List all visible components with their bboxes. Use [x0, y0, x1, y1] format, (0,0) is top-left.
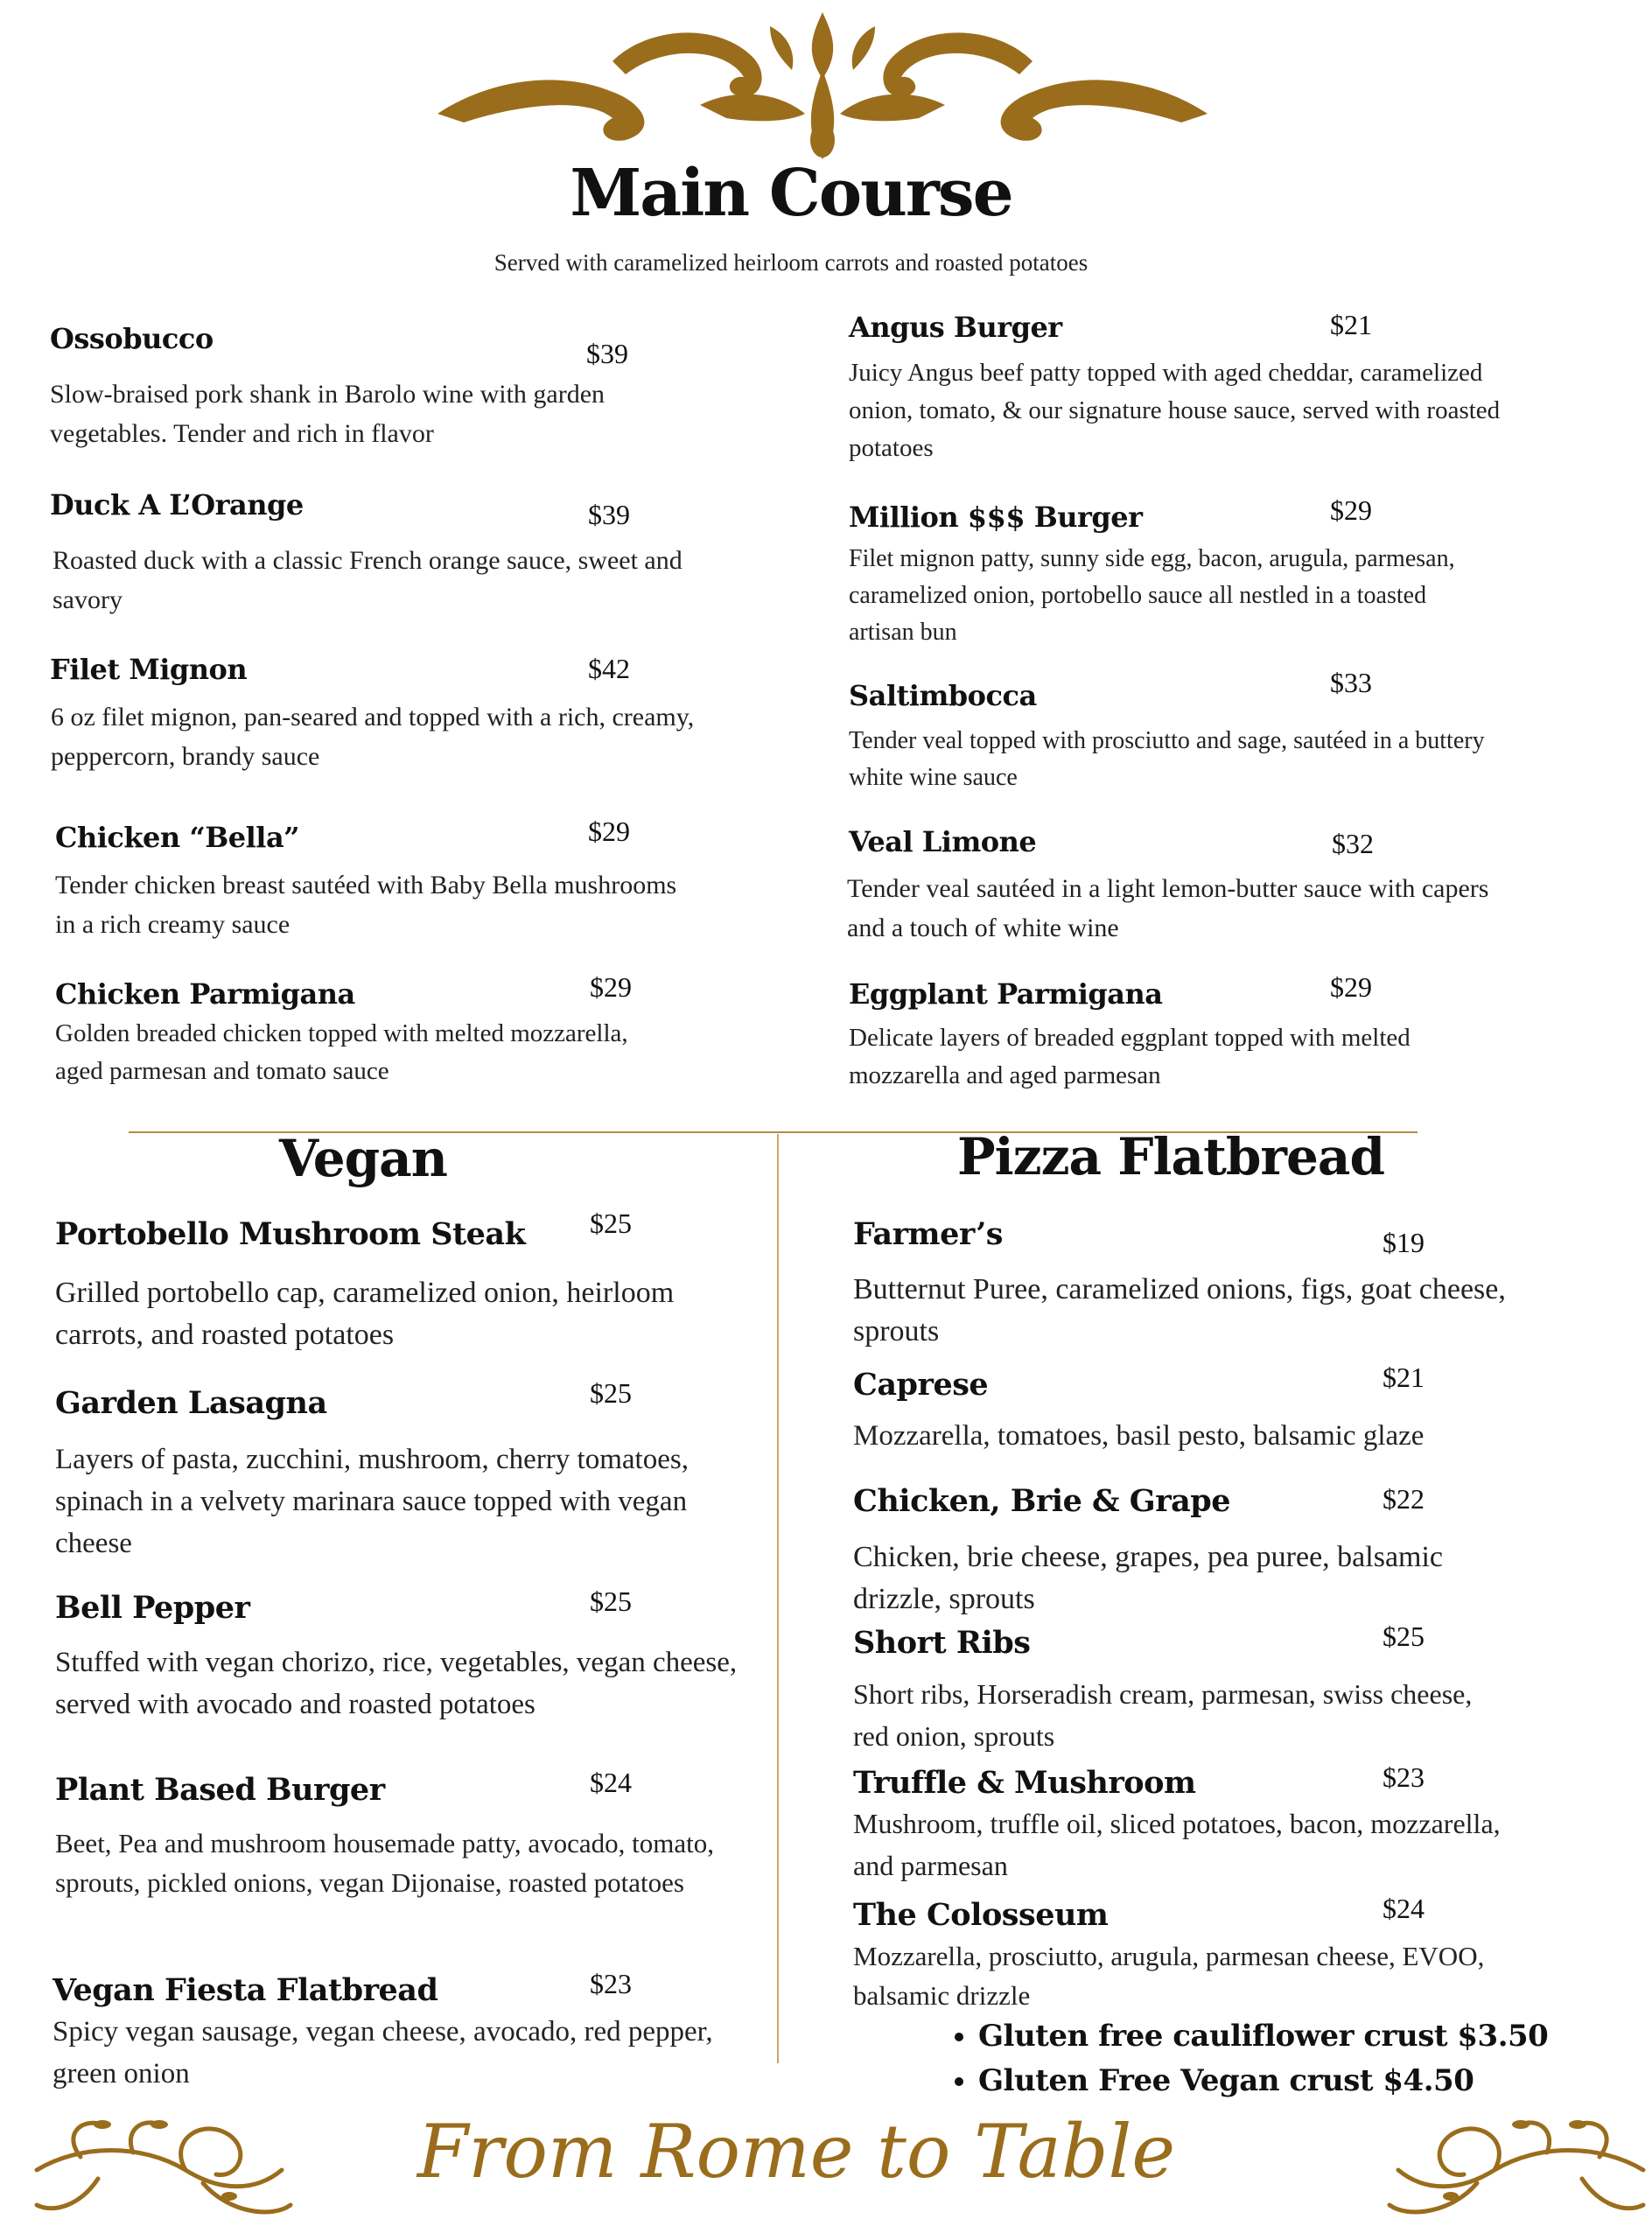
menu-item-price: $39 [588, 499, 630, 530]
menu-item-name: Short Ribs [853, 1625, 1031, 1661]
menu-item-price: $23 [1382, 1761, 1424, 1793]
menu-item-description: Mozzarella, prosciutto, arugula, parmesan cheese, EVOO, balsamic drizzle [853, 1941, 1485, 2011]
menu-item-name: Farmer’s [853, 1216, 1003, 1252]
menu-item-description: Juicy Angus beef patty topped with aged cheddar, caramelized onion, tomato, & our signature house sauce, served with roasted potatoes [849, 359, 1501, 462]
menu-item-name: Chicken “Bella” [55, 821, 300, 854]
menu-item-name: Angus Burger [849, 311, 1062, 344]
menu-item-description: Spicy vegan sausage, vegan cheese, avocado, red pepper, green onion [52, 2016, 713, 2090]
main-course-subtitle: Served with caramelized heirloom carrots and roasted potatoes [494, 249, 1088, 276]
menu-item-name: Garden Lasagna [55, 1385, 327, 1421]
footer-tagline: From Rome to Table [416, 2109, 1176, 2194]
menu-item-name: Filet Mignon [50, 653, 248, 686]
menu-item-price: $25 [1382, 1620, 1424, 1652]
menu-item-description: Golden breaded chicken topped with melted mozzarella, aged parmesan and tomato sauce [55, 1019, 628, 1085]
menu-item-description: Tender chicken breast sautéed with Baby Bella mushrooms in a rich creamy sauce [55, 871, 677, 939]
menu-item-price: $29 [590, 971, 632, 1003]
menu-item-name: Portobello Mushroom Steak [55, 1216, 526, 1252]
menu-item-description: Beet, Pea and mushroom housemade patty, avocado, tomato, sprouts, pickled onions, vegan Dijonaise, roasted potatoes [55, 1828, 714, 1898]
menu-item-name: Saltimbocca [849, 679, 1037, 712]
menu-item-description: Filet mignon patty, sunny side egg, bacon, arugula, parmesan, caramelized onion, portobello sauce all nestled in a toasted artisan bun [849, 545, 1455, 646]
menu-item-name: Truffle & Mushroom [853, 1765, 1196, 1801]
menu-item-description: Roasted duck with a classic French orange sauce, sweet and savory [52, 546, 682, 614]
main-course-title: Main Course [570, 156, 1012, 231]
crust-option: • Gluten free cauliflower crust $3.50 [978, 2014, 1548, 2059]
menu-item-price: $25 [590, 1208, 632, 1239]
menu-item-description: Delicate layers of breaded eggplant topped with melted mozzarella and aged parmesan [849, 1024, 1410, 1089]
gold-swirl-left-icon [28, 2109, 299, 2231]
gold-flourish-ornament-icon [438, 9, 1208, 162]
menu-item-price: $24 [590, 1767, 632, 1798]
menu-item-price: $23 [590, 1968, 632, 1999]
menu-item-price: $22 [1382, 1483, 1424, 1515]
menu-item-name: Duck A L’Orange [50, 488, 304, 522]
crust-options-list [943, 2014, 1548, 2104]
menu-item-description: Mushroom, truffle oil, sliced potatoes, bacon, mozzarella, and parmesan [853, 1808, 1501, 1881]
menu-item-name: Plant Based Burger [55, 1772, 385, 1808]
menu-item-name: Ossobucco [50, 322, 214, 355]
menu-item-price: $32 [1332, 828, 1374, 859]
menu-item-price: $39 [586, 338, 628, 369]
menu-item-name: Chicken Parmigana [55, 977, 355, 1011]
menu-item-description: Tender veal topped with prosciutto and sage, sautéed in a buttery white wine sauce [849, 727, 1485, 791]
menu-item-name: Vegan Fiesta Flatbread [52, 1972, 438, 2008]
gold-swirl-right-icon [1381, 2109, 1652, 2231]
menu-item-name: The Colosseum [853, 1897, 1109, 1933]
menu-item-description: Grilled portobello cap, caramelized onion, heirloom carrots, and roasted potatoes [55, 1277, 675, 1351]
menu-item-price: $29 [1330, 494, 1372, 526]
menu-item-price: $42 [588, 653, 630, 684]
menu-item-price: $21 [1382, 1362, 1424, 1393]
menu-item-description: Tender veal sautéed in a light lemon-butter sauce with capers and a touch of white wine [847, 874, 1489, 942]
menu-item-price: $29 [588, 816, 630, 847]
menu-item-description: Layers of pasta, zucchini, mushroom, cherry tomatoes, spinach in a velvety marinara sauce topped with vegan cheese [55, 1444, 689, 1559]
menu-item-description: Short ribs, Horseradish cream, parmesan, swiss cheese, red onion, sprouts [853, 1678, 1473, 1752]
menu-item-price: $25 [590, 1586, 632, 1617]
vegan-section-title: Vegan [279, 1129, 447, 1188]
menu-item-description: Butternut Puree, caramelized onions, figs, goat cheese, sprouts [853, 1273, 1506, 1348]
menu-item-price: $19 [1382, 1227, 1424, 1258]
menu-item-price: $29 [1330, 971, 1372, 1003]
menu-item-price: $24 [1382, 1893, 1424, 1924]
crust-option: • Gluten Free Vegan crust $4.50 [978, 2059, 1548, 2104]
menu-item-name: Chicken, Brie & Grape [853, 1483, 1231, 1519]
menu-item-description: Mozzarella, tomatoes, basil pesto, balsamic glaze [853, 1420, 1424, 1452]
menu-item-description: 6 oz filet mignon, pan-seared and topped with a rich, creamy, peppercorn, brandy sauce [51, 703, 695, 771]
menu-item-name: Million $$$ Burger [849, 500, 1143, 534]
menu-item-name: Caprese [853, 1367, 989, 1403]
menu-item-description: Stuffed with vegan chorizo, rice, vegetables, vegan cheese, served with avocado and roasted potatoes [55, 1647, 738, 1720]
menu-item-name: Eggplant Parmigana [849, 977, 1163, 1011]
pizza-section-title: Pizza Flatbread [956, 1127, 1385, 1186]
section-divider-vertical [777, 1134, 779, 2063]
menu-item-price: $33 [1330, 667, 1372, 698]
menu-item-description: Chicken, brie cheese, grapes, pea puree, balsamic drizzle, sprouts [853, 1541, 1444, 1615]
menu-item-name: Bell Pepper [55, 1590, 250, 1626]
menu-item-description: Slow-braised pork shank in Barolo wine with garden vegetables. Tender and rich in flavor [50, 380, 606, 448]
menu-item-price: $21 [1330, 309, 1372, 340]
menu-item-name: Veal Limone [849, 825, 1037, 858]
menu-item-price: $25 [590, 1377, 632, 1409]
